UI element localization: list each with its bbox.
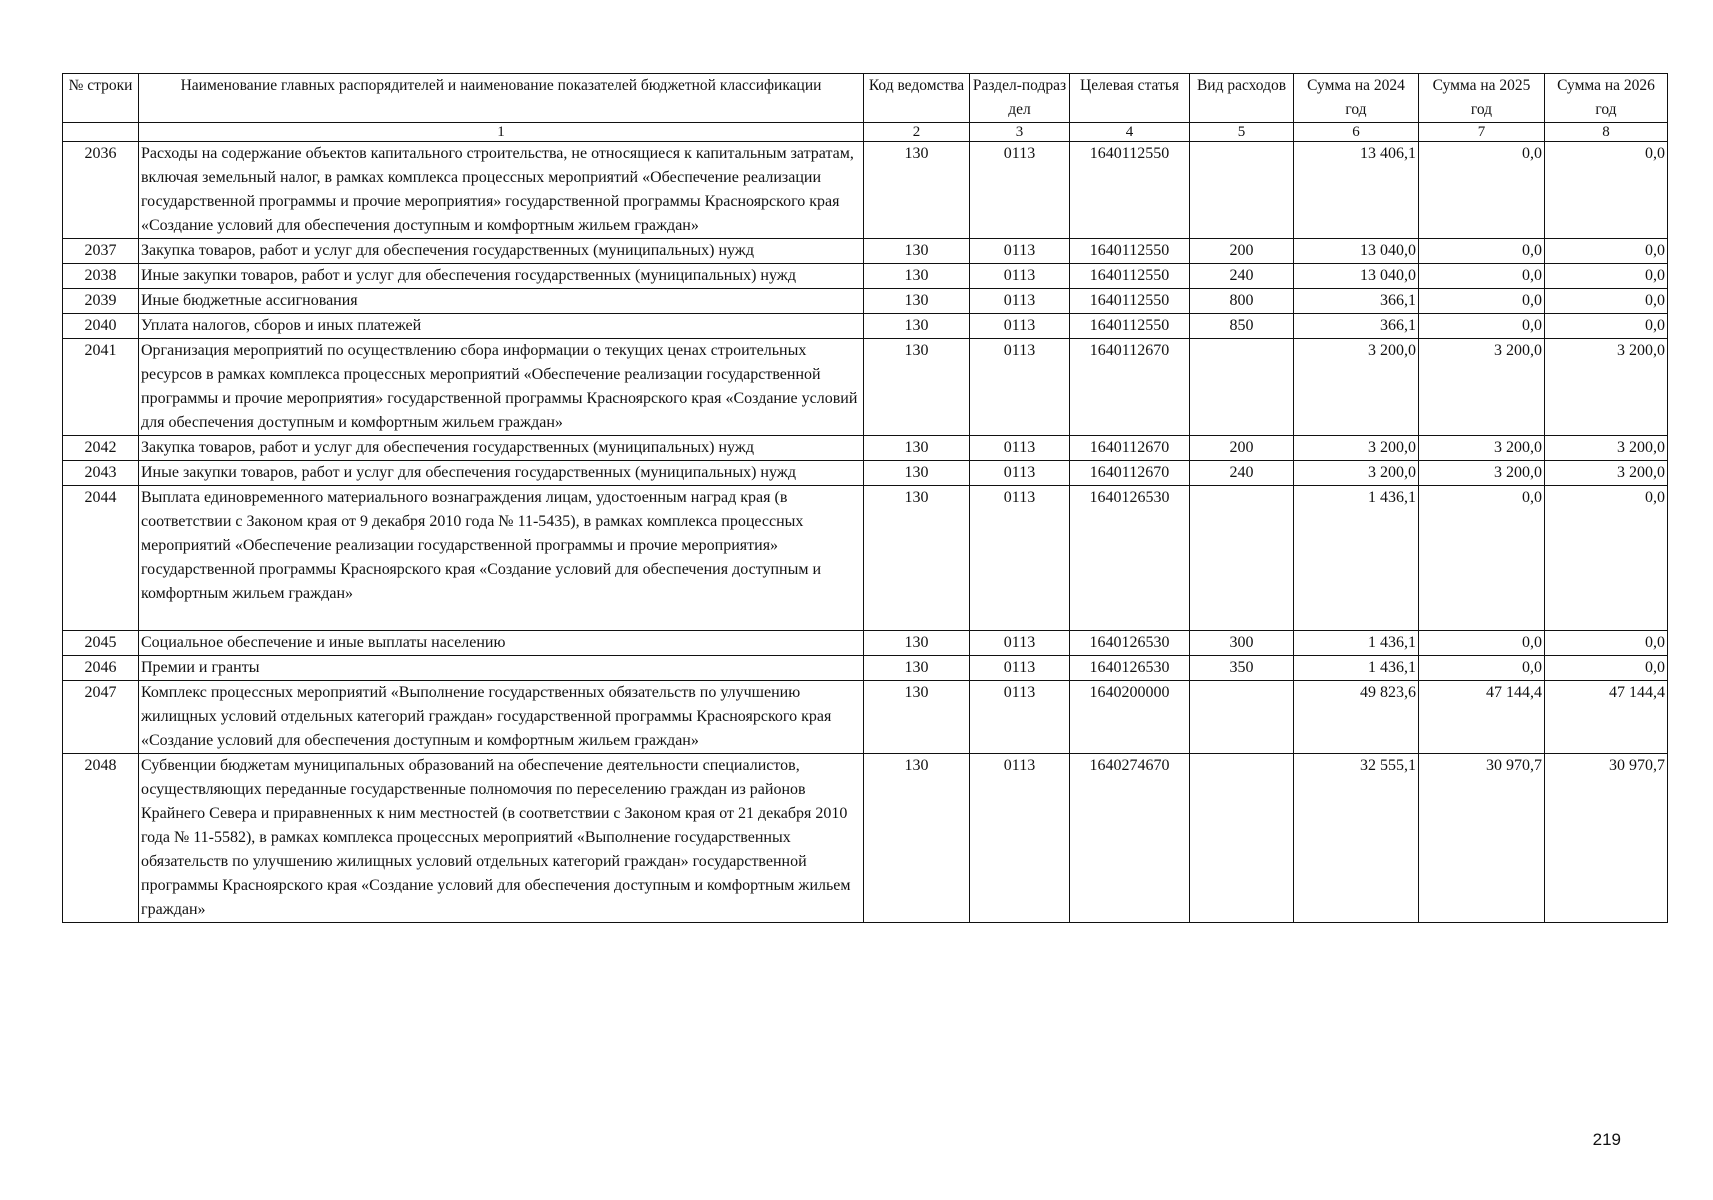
table-row (63, 239, 1668, 264)
target-code: 1640274670 (1070, 754, 1190, 923)
section-code: 0113 (970, 264, 1070, 289)
table-row (63, 264, 1668, 289)
kind-code: 200 (1190, 239, 1294, 264)
row-number: 2048 (63, 754, 139, 923)
row-name: Организация мероприятий по осуществлению сбора информации о текущих ценах строительных ресурсов в рамках комплекса процессных мероприятий «Обеспечение реализации государственной программы и прочие мероприятия» государственной программы Красноярского края «Создание условий для обеспечения доступным и комфортным жильем граждан» (139, 339, 864, 436)
sum-2026: 30 970,7 (1545, 754, 1668, 923)
sum-2026: 0,0 (1545, 486, 1668, 631)
sum-2025: 0,0 (1419, 289, 1545, 314)
sum-2026: 0,0 (1545, 314, 1668, 339)
dept-code: 130 (864, 436, 970, 461)
sum-2026: 0,0 (1545, 264, 1668, 289)
sum-2024: 1 436,1 (1294, 486, 1419, 631)
kind-code: 300 (1190, 631, 1294, 656)
sum-2025: 3 200,0 (1419, 461, 1545, 486)
section-code: 0113 (970, 631, 1070, 656)
dept-code: 130 (864, 461, 970, 486)
row-name: Иные закупки товаров, работ и услуг для обеспечения государственных (муниципальных) нужд (139, 264, 864, 289)
row-number: 2042 (63, 436, 139, 461)
sum-2026: 0,0 (1545, 656, 1668, 681)
kind-code (1190, 681, 1294, 754)
sum-2025: 3 200,0 (1419, 436, 1545, 461)
row-name: Расходы на содержание объектов капитального строительства, не относящиеся к капитальным затратам, включая земельный налог, в рамках комплекса процессных мероприятий «Обеспечение реализации государственной программы и прочие мероприятия» государственной программы Красноярского края «Создание условий для обеспечения доступным и комфортным жильем граждан» (139, 142, 864, 239)
row-number: 2045 (63, 631, 139, 656)
sum-2026: 0,0 (1545, 631, 1668, 656)
sum-2025: 0,0 (1419, 656, 1545, 681)
sum-2025: 0,0 (1419, 486, 1545, 631)
header-row-no: № строки (63, 74, 139, 123)
sum-2024: 49 823,6 (1294, 681, 1419, 754)
kind-code: 240 (1190, 264, 1294, 289)
table-row (63, 314, 1668, 339)
column-number: 1 (139, 123, 864, 142)
section-code: 0113 (970, 289, 1070, 314)
dept-code: 130 (864, 754, 970, 923)
sum-2024: 32 555,1 (1294, 754, 1419, 923)
sum-2025: 0,0 (1419, 314, 1545, 339)
dept-code: 130 (864, 681, 970, 754)
dept-code: 130 (864, 289, 970, 314)
sum-2026: 0,0 (1545, 142, 1668, 239)
column-number-row (63, 123, 1668, 142)
section-code: 0113 (970, 339, 1070, 436)
header-target: Целевая статья (1070, 74, 1190, 123)
kind-code: 350 (1190, 656, 1294, 681)
sum-2024: 366,1 (1294, 289, 1419, 314)
sum-2025: 3 200,0 (1419, 339, 1545, 436)
section-code: 0113 (970, 656, 1070, 681)
row-number: 2043 (63, 461, 139, 486)
column-number: 3 (970, 123, 1070, 142)
target-code: 1640126530 (1070, 656, 1190, 681)
column-number: 6 (1294, 123, 1419, 142)
dept-code: 130 (864, 656, 970, 681)
row-name: Иные бюджетные ассигнования (139, 289, 864, 314)
target-code: 1640112670 (1070, 461, 1190, 486)
column-number-blank (63, 123, 139, 142)
table-row (63, 656, 1668, 681)
target-code: 1640126530 (1070, 486, 1190, 631)
column-number: 8 (1545, 123, 1668, 142)
row-number: 2046 (63, 656, 139, 681)
sum-2024: 3 200,0 (1294, 436, 1419, 461)
kind-code (1190, 142, 1294, 239)
table-body (63, 142, 1668, 923)
table-row (63, 681, 1668, 754)
header-name: Наименование главных распорядителей и наименование показателей бюджетной классификации (139, 74, 864, 123)
target-code: 1640112550 (1070, 142, 1190, 239)
row-number: 2047 (63, 681, 139, 754)
sum-2026: 0,0 (1545, 239, 1668, 264)
header-dept-code: Код ведомства (864, 74, 970, 123)
sum-2026: 0,0 (1545, 289, 1668, 314)
sum-2025: 0,0 (1419, 239, 1545, 264)
row-name: Социальное обеспечение и иные выплаты населению (139, 631, 864, 656)
row-name: Иные закупки товаров, работ и услуг для обеспечения государственных (муниципальных) нужд (139, 461, 864, 486)
header-kind: Вид расходов (1190, 74, 1294, 123)
section-code: 0113 (970, 754, 1070, 923)
target-code: 1640112670 (1070, 339, 1190, 436)
page-number: 219 (1592, 1130, 1621, 1149)
row-number: 2040 (63, 314, 139, 339)
section-code: 0113 (970, 314, 1070, 339)
table-row (63, 289, 1668, 314)
section-code: 0113 (970, 142, 1070, 239)
row-name: Комплекс процессных мероприятий «Выполнение государственных обязательств по улучшению жилищных условий отдельных категорий граждан» государственной программы Красноярского края «Создание условий для обеспечения доступным и комфортным жильем граждан» (139, 681, 864, 754)
kind-code (1190, 339, 1294, 436)
sum-2026: 3 200,0 (1545, 339, 1668, 436)
kind-code: 850 (1190, 314, 1294, 339)
row-number: 2041 (63, 339, 139, 436)
sum-2025: 0,0 (1419, 631, 1545, 656)
target-code: 1640126530 (1070, 631, 1190, 656)
sum-2024: 366,1 (1294, 314, 1419, 339)
kind-code: 200 (1190, 436, 1294, 461)
sum-2024: 1 436,1 (1294, 656, 1419, 681)
row-number: 2037 (63, 239, 139, 264)
row-name: Закупка товаров, работ и услуг для обеспечения государственных (муниципальных) нужд (139, 239, 864, 264)
sum-2024: 13 040,0 (1294, 239, 1419, 264)
table-row (63, 339, 1668, 436)
dept-code: 130 (864, 631, 970, 656)
target-code: 1640112550 (1070, 239, 1190, 264)
table-row (63, 461, 1668, 486)
sum-2026: 3 200,0 (1545, 436, 1668, 461)
sum-2024: 13 406,1 (1294, 142, 1419, 239)
header-row (63, 74, 1668, 123)
sum-2026: 3 200,0 (1545, 461, 1668, 486)
dept-code: 130 (864, 314, 970, 339)
row-name: Закупка товаров, работ и услуг для обеспечения государственных (муниципальных) нужд (139, 436, 864, 461)
section-code: 0113 (970, 461, 1070, 486)
section-code: 0113 (970, 239, 1070, 264)
row-name: Уплата налогов, сборов и иных платежей (139, 314, 864, 339)
table-row (63, 142, 1668, 239)
row-name: Выплата единовременного материального вознаграждения лицам, удостоенным наград края (в соответствии с Законом края от 9 декабря 2010 года № 11-5435), в рамках комплекса процессных мероприятий «Обеспечение реализации государственной программы и прочие мероприятия» государственной программы Красноярского края «Создание условий для обеспечения доступным и комфортным жильем граждан» (139, 486, 864, 631)
kind-code: 240 (1190, 461, 1294, 486)
header-sum-2025: Сумма на 2025 год (1419, 74, 1545, 123)
dept-code: 130 (864, 264, 970, 289)
row-number: 2036 (63, 142, 139, 239)
target-code: 1640112550 (1070, 314, 1190, 339)
table-row (63, 631, 1668, 656)
column-number: 5 (1190, 123, 1294, 142)
sum-2025: 30 970,7 (1419, 754, 1545, 923)
sum-2024: 13 040,0 (1294, 264, 1419, 289)
table-row (63, 486, 1668, 631)
header-section: Раздел-подраздел (970, 74, 1070, 123)
section-code: 0113 (970, 681, 1070, 754)
sum-2024: 1 436,1 (1294, 631, 1419, 656)
sum-2024: 3 200,0 (1294, 339, 1419, 436)
sum-2026: 47 144,4 (1545, 681, 1668, 754)
sum-2025: 0,0 (1419, 264, 1545, 289)
column-number: 2 (864, 123, 970, 142)
row-name: Премии и гранты (139, 656, 864, 681)
dept-code: 130 (864, 142, 970, 239)
section-code: 0113 (970, 486, 1070, 631)
target-code: 1640112550 (1070, 289, 1190, 314)
sum-2024: 3 200,0 (1294, 461, 1419, 486)
header-sum-2026: Сумма на 2026 год (1545, 74, 1668, 123)
table-row (63, 754, 1668, 923)
column-number: 7 (1419, 123, 1545, 142)
dept-code: 130 (864, 339, 970, 436)
sum-2025: 47 144,4 (1419, 681, 1545, 754)
table-row (63, 436, 1668, 461)
kind-code (1190, 486, 1294, 631)
kind-code (1190, 754, 1294, 923)
budget-table (62, 73, 1668, 923)
target-code: 1640200000 (1070, 681, 1190, 754)
target-code: 1640112550 (1070, 264, 1190, 289)
column-number: 4 (1070, 123, 1190, 142)
row-name: Субвенции бюджетам муниципальных образований на обеспечение деятельности специалистов, осуществляющих переданные государственные полномочия по переселению граждан из районов Крайнего Севера и приравненных к ним местностей (в соответствии с Законом края от 21 декабря 2010 года № 11-5582), в рамках комплекса процессных мероприятий «Выполнение государственных обязательств по улучшению жилищных условий отдельных категорий граждан» государственной программы Красноярского края «Создание условий для обеспечения доступным и комфортным жильем граждан» (139, 754, 864, 923)
dept-code: 130 (864, 239, 970, 264)
sum-2025: 0,0 (1419, 142, 1545, 239)
row-number: 2038 (63, 264, 139, 289)
kind-code: 800 (1190, 289, 1294, 314)
row-number: 2039 (63, 289, 139, 314)
target-code: 1640112670 (1070, 436, 1190, 461)
section-code: 0113 (970, 436, 1070, 461)
row-number: 2044 (63, 486, 139, 631)
header-sum-2024: Сумма на 2024 год (1294, 74, 1419, 123)
dept-code: 130 (864, 486, 970, 631)
